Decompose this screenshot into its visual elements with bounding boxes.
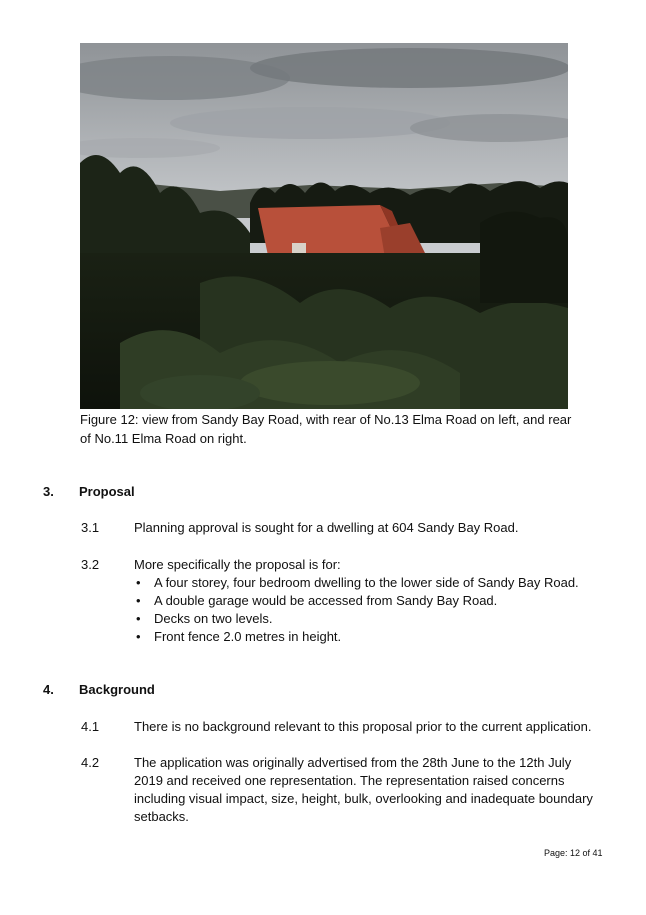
list-item-text: Front fence 2.0 metres in height.	[154, 629, 342, 644]
paragraph-number: 4.1	[81, 719, 100, 734]
section-number: 3.	[43, 484, 54, 499]
list-item	[134, 628, 601, 646]
paragraph-text: The application was originally advertised from the 28th June to the 12th July 2019 and received one representation. The representation raised concerns including visual impact, size, height, bulk, overlooking and inadequate boundary setbacks.	[134, 755, 593, 824]
paragraph-4-1	[81, 718, 601, 736]
bullet-icon: •	[136, 593, 141, 608]
list-item	[134, 610, 601, 628]
bullet-icon: •	[136, 611, 141, 626]
paragraph-text: More specifically the proposal is for:	[134, 557, 341, 572]
list-item-text: Decks on two levels.	[154, 611, 273, 626]
paragraph-number: 3.1	[81, 520, 100, 535]
bullet-icon: •	[136, 629, 141, 644]
paragraph-number: 3.2	[81, 557, 100, 572]
section-number: 4.	[43, 682, 54, 697]
proposal-bullet-list	[134, 574, 601, 646]
section-title: Background	[79, 682, 155, 697]
paragraph-text: There is no background relevant to this proposal prior to the current application.	[134, 719, 592, 734]
bullet-icon: •	[136, 575, 141, 590]
figure-12-photo	[80, 43, 568, 409]
paragraph-4-2	[81, 754, 601, 826]
paragraph-number: 4.2	[81, 755, 100, 770]
list-item	[134, 592, 601, 610]
list-item	[134, 574, 601, 592]
page-number: Page: 12 of 41	[544, 848, 603, 858]
list-item-text: A four storey, four bedroom dwelling to the lower side of Sandy Bay Road.	[154, 575, 579, 590]
paragraph-3-1	[81, 519, 601, 537]
paragraph-text: Planning approval is sought for a dwelling at 604 Sandy Bay Road.	[134, 520, 519, 535]
paragraph-3-2	[81, 556, 601, 646]
section-title: Proposal	[79, 484, 135, 499]
figure-caption: Figure 12: view from Sandy Bay Road, with rear of No.13 Elma Road on left, and rear of No.11 Elma Road on right.	[80, 412, 572, 446]
list-item-text: A double garage would be accessed from Sandy Bay Road.	[154, 593, 498, 608]
